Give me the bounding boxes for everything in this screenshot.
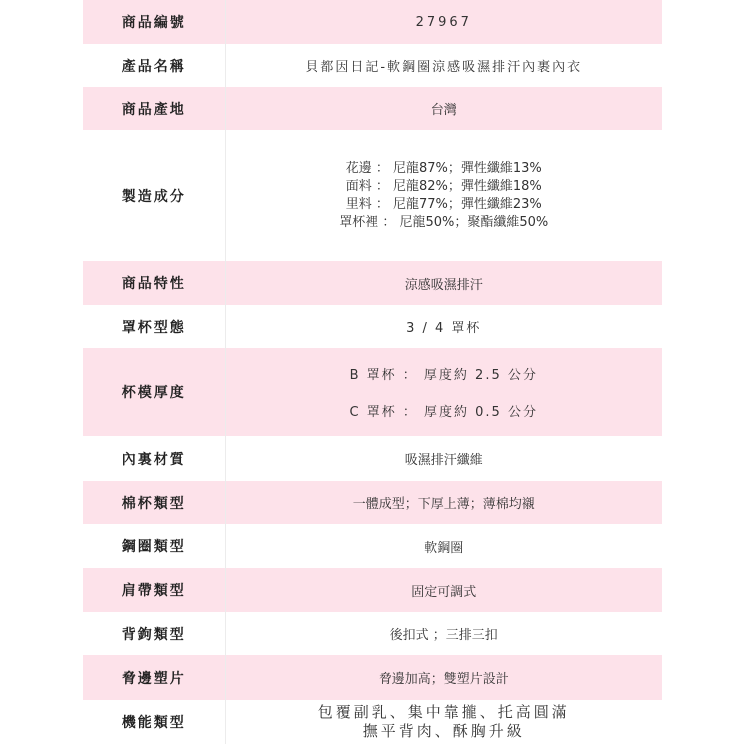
- composition-line: 花邊 ： 尼龍87%；彈性纖維13%: [345, 160, 542, 176]
- spec-row-side-panel: [83, 655, 662, 700]
- row-value: 貝都因日記-軟鋼圈涼感吸濕排汗內裹內衣: [225, 44, 662, 87]
- spec-row-underwire: [83, 524, 662, 568]
- spec-row-strap: [83, 568, 662, 612]
- spec-row-padding: [83, 481, 662, 524]
- spec-row-product-name: [83, 44, 662, 87]
- composition-line: 罩杯裡 ： 尼龍50%；聚酯纖維50%: [339, 214, 549, 230]
- row-label: 杯模厚度: [83, 348, 225, 436]
- spec-row-composition: [83, 130, 662, 261]
- row-value: [225, 348, 662, 436]
- row-value: [225, 700, 662, 744]
- row-label: 脅邊塑片: [83, 655, 225, 700]
- spec-row-origin: [83, 87, 662, 130]
- spec-row-lining: [83, 436, 662, 481]
- row-label: 商品特性: [83, 261, 225, 305]
- row-value: 27967: [225, 0, 662, 44]
- row-value: 3 / 4 罩杯: [225, 305, 662, 348]
- row-value: 固定可調式: [225, 568, 662, 612]
- row-value: 台灣: [225, 87, 662, 130]
- spec-row-function: [83, 700, 662, 744]
- spec-row-back-hook: [83, 612, 662, 655]
- row-label: 製造成分: [83, 130, 225, 261]
- row-value: 吸濕排汗纖維: [225, 436, 662, 481]
- row-label: 背鉤類型: [83, 612, 225, 655]
- row-label: 內裏材質: [83, 436, 225, 481]
- row-value: 一體成型；下厚上薄；薄棉均襯: [225, 481, 662, 524]
- composition-line: 面料 ： 尼龍82%；彈性纖維18%: [345, 178, 542, 194]
- row-label: 產品名稱: [83, 44, 225, 87]
- row-value: [225, 130, 662, 261]
- spec-row-feature: [83, 261, 662, 305]
- product-spec-table: [83, 0, 662, 744]
- row-label: 商品產地: [83, 87, 225, 130]
- function-line: 撫平背肉、酥胸升級: [362, 722, 525, 740]
- composition-line: 里料 ： 尼龍77%；彈性纖維23%: [345, 196, 542, 212]
- row-label: 鋼圈類型: [83, 524, 225, 568]
- row-label: 肩帶類型: [83, 568, 225, 612]
- spec-row-cup-style: [83, 305, 662, 348]
- row-value: 涼感吸濕排汗: [225, 261, 662, 305]
- spec-row-product-number: [83, 0, 662, 44]
- function-line: 包覆副乳、集中靠攏、托高圓滿: [317, 703, 570, 721]
- spec-row-cup-thickness: [83, 348, 662, 436]
- row-value: 後扣式 ；三排三扣: [225, 612, 662, 655]
- row-label: 機能類型: [83, 700, 225, 744]
- row-label: 罩杯型態: [83, 305, 225, 348]
- row-value: 脅邊加高；雙塑片設計: [225, 655, 662, 700]
- row-label: 棉杯類型: [83, 481, 225, 524]
- thickness-line: C 罩杯 ： 厚度約 0.5 公分: [349, 405, 538, 420]
- thickness-line: B 罩杯 ： 厚度約 2.5 公分: [349, 368, 538, 383]
- row-label: 商品編號: [83, 0, 225, 44]
- row-value: 軟鋼圈: [225, 524, 662, 568]
